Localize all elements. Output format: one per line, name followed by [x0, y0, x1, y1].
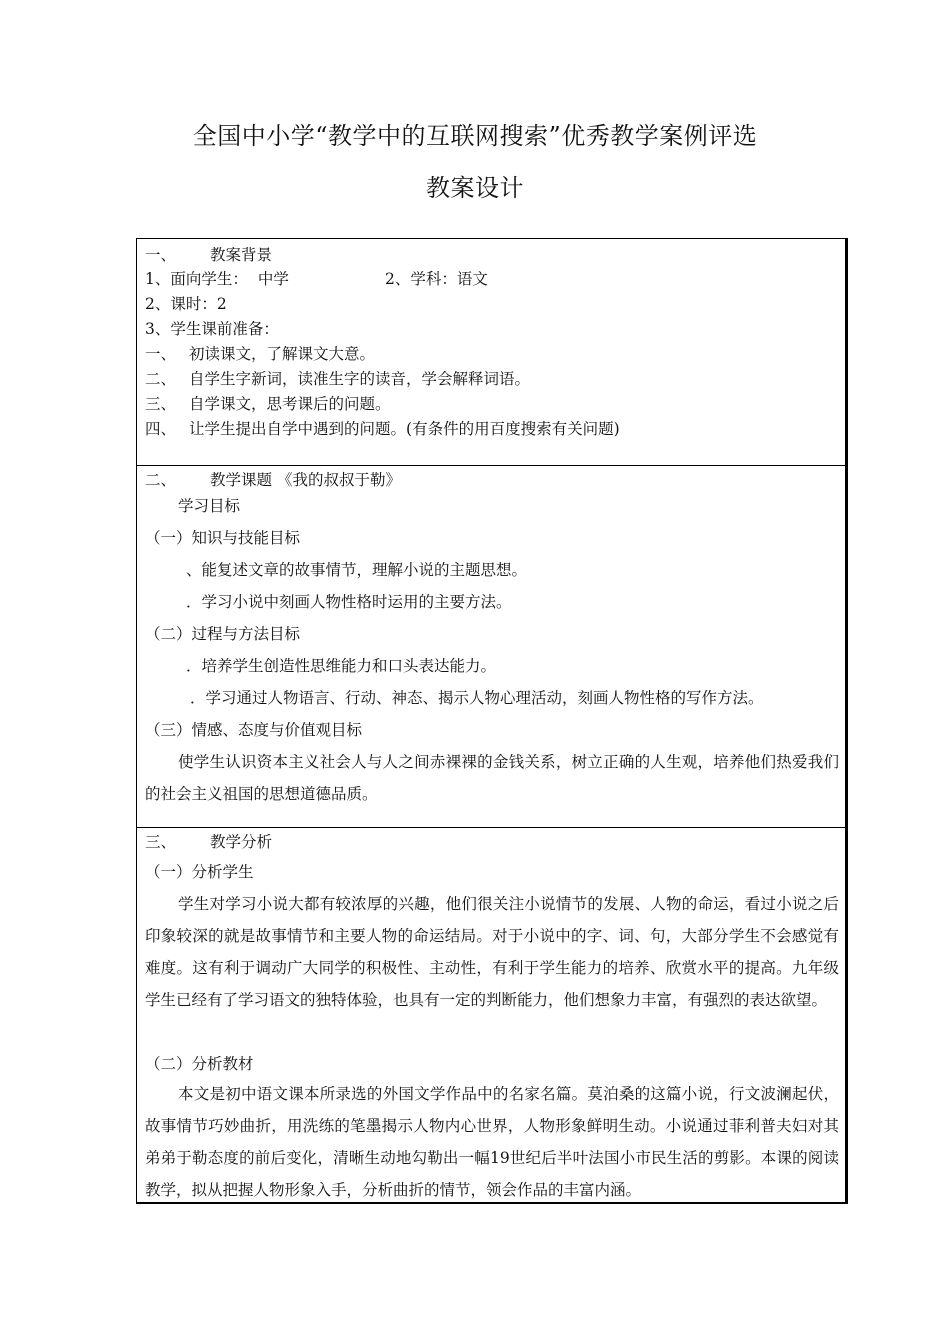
prep-item [145, 369, 530, 389]
goal3-title: （三）情感、态度与价值观目标 [145, 721, 363, 739]
analysis2-title: （二）分析教材 [145, 1055, 254, 1073]
prep-item [145, 344, 375, 364]
section-topic [137, 465, 845, 827]
section3-heading-num: 三、 [145, 833, 177, 851]
section1-heading-num: 一、 [145, 246, 177, 264]
prep-item-num: 二、 [145, 370, 177, 388]
section1-heading-text: 教案背景 [210, 246, 273, 264]
prep-item-text: 自学生字新词，读准生字的读音，学会解释词语。 [189, 370, 531, 388]
section2-heading-num: 二、 [145, 471, 177, 489]
prep-item-num: 四、 [145, 420, 177, 438]
lesson-plan-table [136, 238, 848, 1204]
analysis1-title: （一）分析学生 [145, 863, 254, 881]
goal2-title: （二）过程与方法目标 [145, 625, 301, 643]
section3-heading [145, 832, 272, 852]
subject-label: 2、学科： [385, 270, 457, 288]
goal2-item: ．培养学生创造性思维能力和口头表达能力。 [186, 657, 497, 675]
section2-heading [145, 470, 401, 490]
document-subtitle: 教案设计 [426, 174, 524, 202]
prep-title: 3、学生课前准备： [145, 320, 279, 338]
subject-line [385, 269, 488, 289]
subject-value: 语文 [456, 270, 488, 288]
section-analysis [137, 827, 845, 1203]
prep-item [145, 394, 391, 414]
prep-item [145, 419, 620, 439]
prep-item-text: 让学生提出自学中遇到的问题。(有条件的用百度搜索有关问题) [189, 420, 620, 438]
students-line [145, 269, 289, 289]
analysis1-text: 学生对学习小说大都有较浓厚的兴趣，他们很关注小说情节的发展、人物的命运，看过小说之后印象较深的就是故事情节和主要人物的命运结局。对于小说中的字、词、句，大部分学生不会感觉有难度。这有利于调动广大同学的积极性、主动性，有利于学生能力的培养、欣赏水平的提高。九年级学生已经有了学习语文的独特体验，也具有一定的判断能力，他们想象力丰富，有强烈的表达欲望。 [145, 895, 839, 1009]
prep-item-text: 自学课文，思考课后的问题。 [189, 395, 391, 413]
section-background [137, 239, 845, 465]
periods-line: 2、课时：2 [145, 295, 227, 313]
prep-item-num: 三、 [145, 395, 177, 413]
section2-heading-text: 教学课题 《我的叔叔于勒》 [210, 471, 401, 489]
section3-heading-text: 教学分析 [210, 833, 273, 851]
goal1-title: （一）知识与技能目标 [145, 529, 301, 547]
prep-item-num: 一、 [145, 345, 177, 363]
goal1-item: 、能复述文章的故事情节，理解小说的主题思想。 [186, 561, 528, 579]
students-label: 1、面向学生： [145, 270, 248, 288]
goal2-item: ．学习通过人物语言、行动、神态、揭示人物心理活动，刻画人物性格的写作方法。 [190, 689, 764, 707]
document-title: 全国中小学“教学中的互联网搜索”优秀教学案例评选 [192, 122, 758, 150]
prep-item-text: 初读课文，了解课文大意。 [189, 345, 376, 363]
goals-title: 学习目标 [178, 497, 241, 515]
analysis2-text: 本文是初中语文课本所录选的外国文学作品中的名家名篇。莫泊桑的这篇小说，行文波澜起伏，故事情节巧妙曲折，用洗练的笔墨揭示人物内心世界，人物形象鲜明生动。小说通过菲利普夫妇对其弟弟于勒态度的前后变化，清晰生动地勾勒出一幅19世纪后半叶法国小市民生活的剪影。本课的阅读教学，拟从把握人物形象入手，分析曲折的情节，领会作品的丰富内涵。 [145, 1085, 839, 1199]
goal1-item: ．学习小说中刻画人物性格时运用的主要方法。 [186, 593, 512, 611]
goal3-text: 使学生认识资本主义社会人与人之间赤裸裸的金钱关系，树立正确的人生观，培养他们热爱我们的社会主义祖国的思想道德品质。 [145, 753, 839, 803]
section1-heading [145, 245, 272, 265]
students-value: 中学 [257, 270, 289, 288]
